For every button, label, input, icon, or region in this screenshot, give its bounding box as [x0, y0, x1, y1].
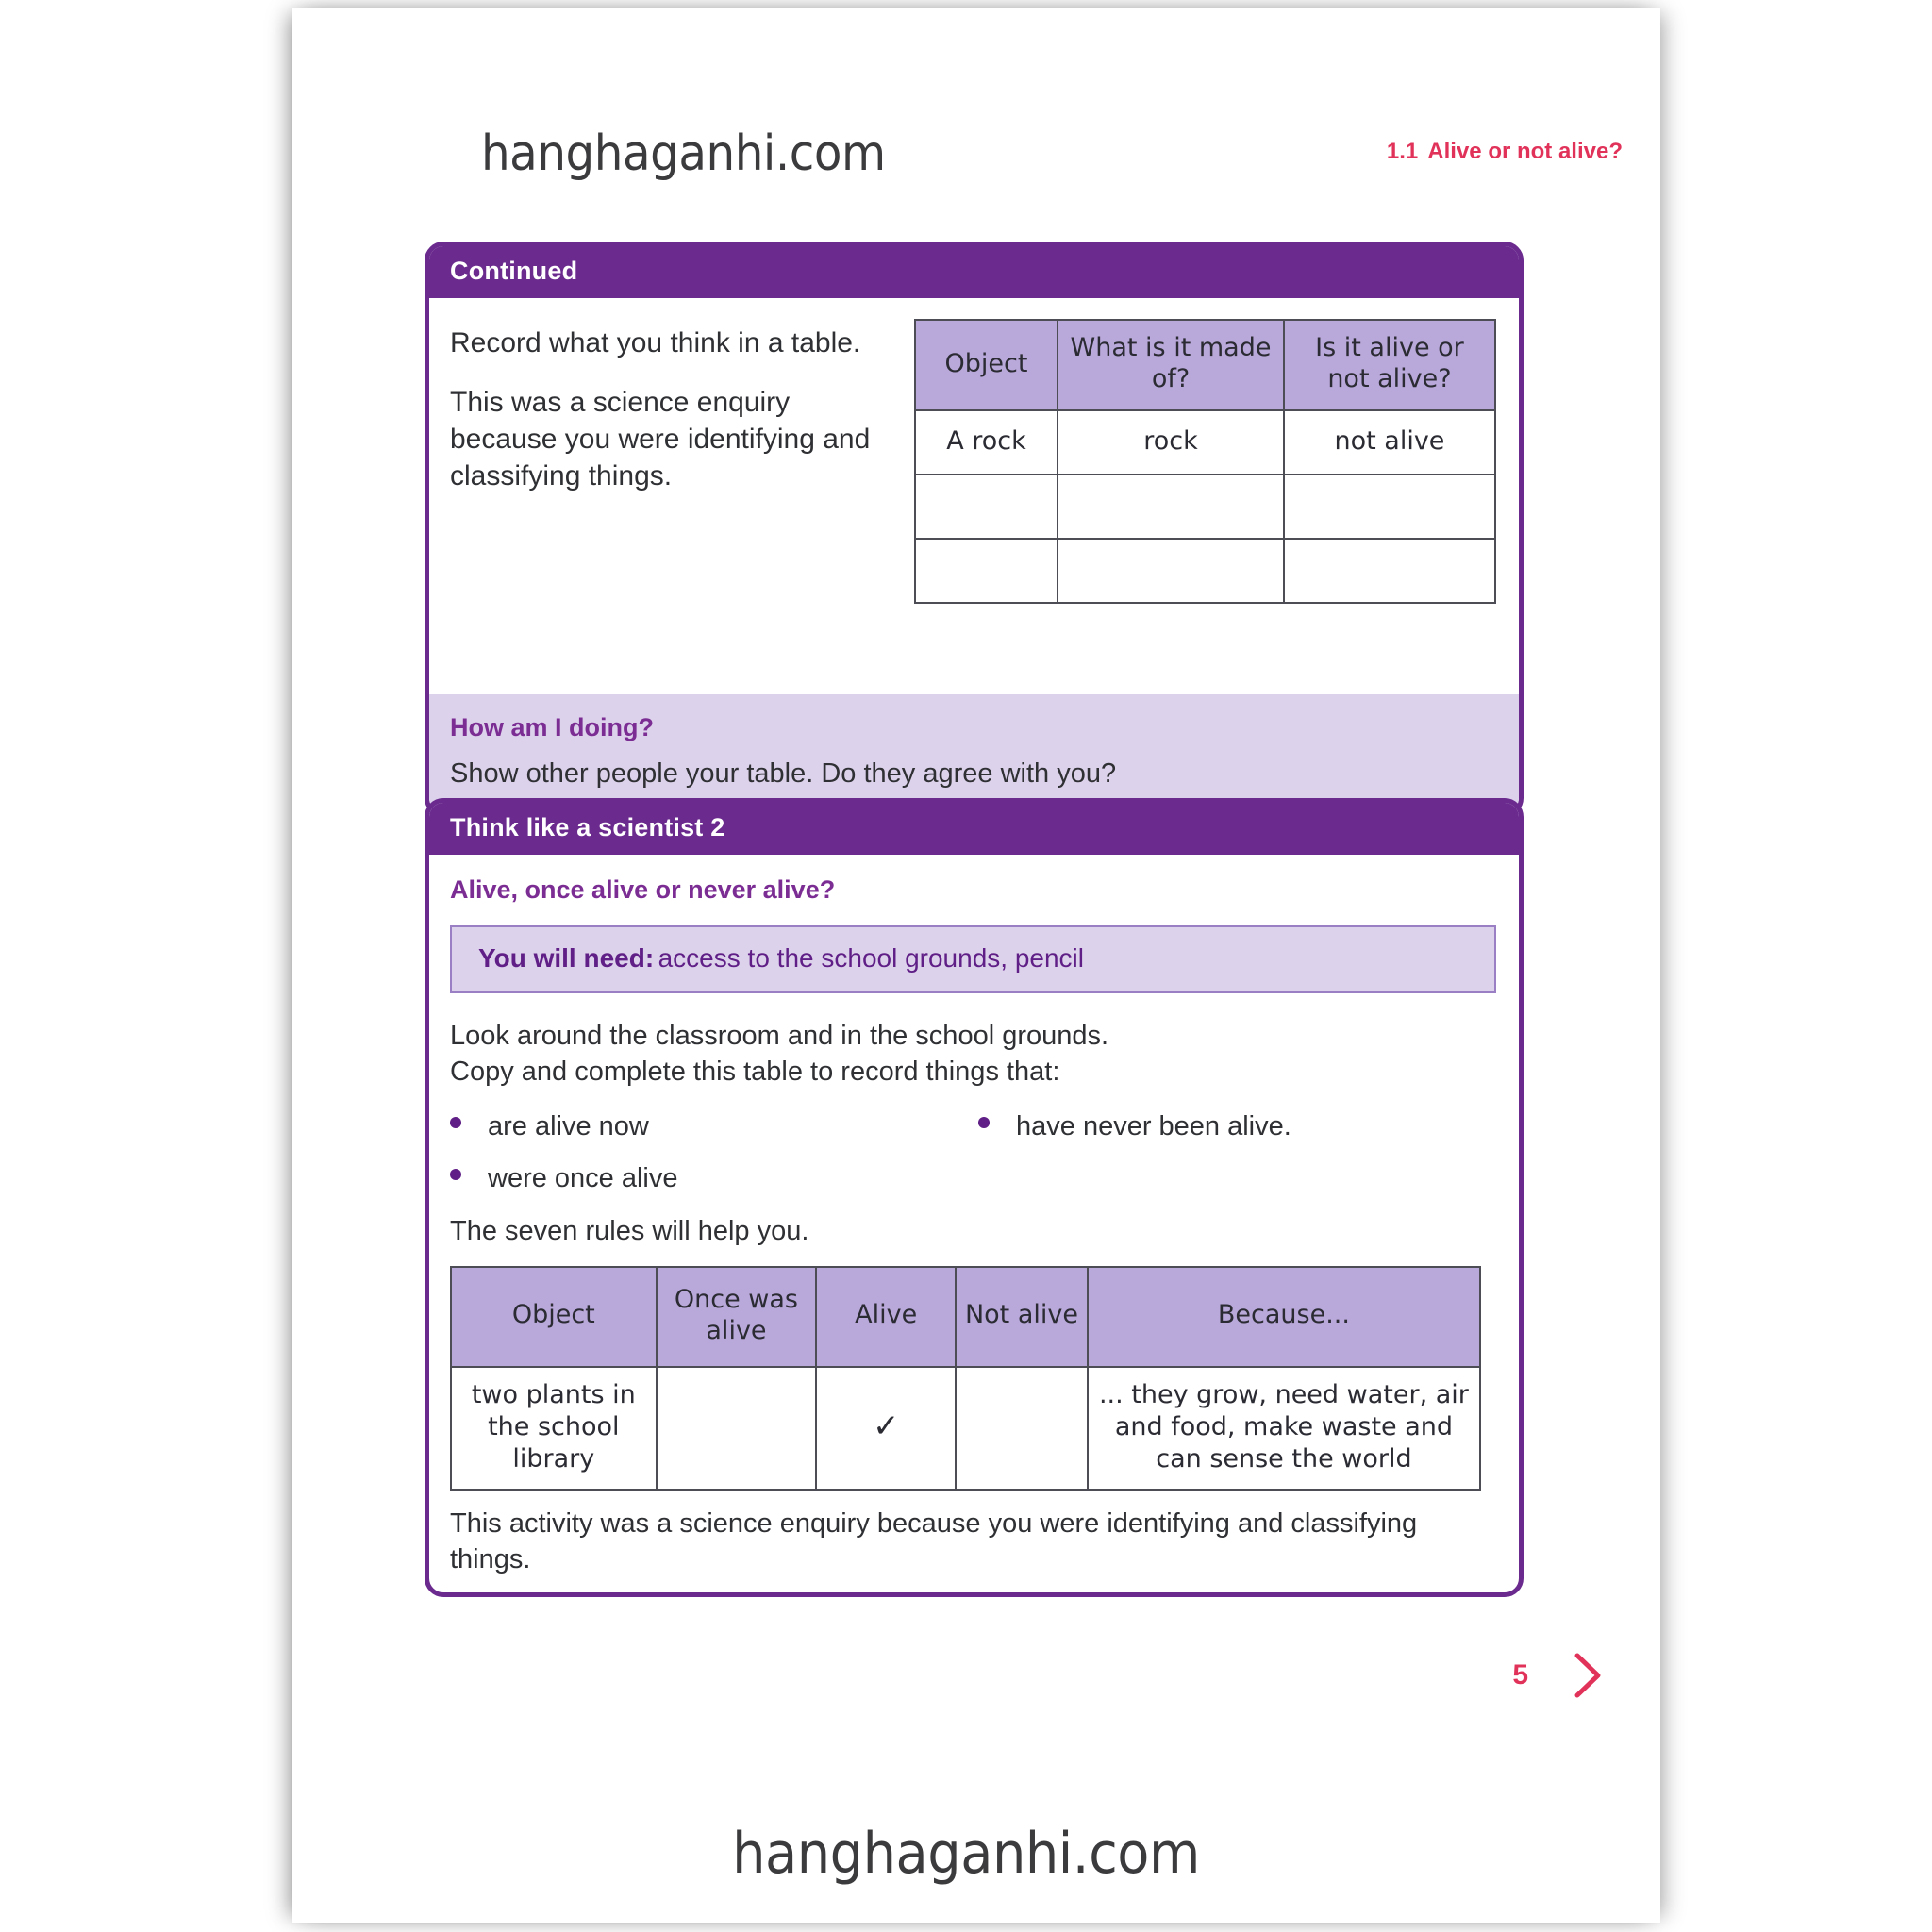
you-will-need-value: access to the school grounds, pencil — [658, 943, 1084, 973]
classify-table-head — [451, 1267, 1480, 1367]
you-will-need-label: You will need: — [478, 943, 655, 973]
record-table-body — [915, 410, 1495, 603]
scientist-instruction-2: Copy and complete this table to record things that: — [450, 1057, 1060, 1088]
continued-paragraph-2: This was a science enquiry because you were identifying and classifying things. — [450, 387, 871, 491]
classify-header-object: Object — [451, 1267, 657, 1367]
bullet-dot-icon — [450, 1169, 461, 1180]
record-table-head — [915, 320, 1495, 410]
scientist-closing-text: This activity was a science enquiry because you were identifying and classifying things. — [450, 1507, 1418, 1575]
classify-header-once-was-alive: Once was alive — [657, 1267, 817, 1367]
record-cell-object-2[interactable] — [915, 475, 1058, 539]
classify-cell-object: two plants in the school library — [451, 1367, 657, 1490]
continued-card — [425, 242, 1524, 817]
page-number: 5 — [1512, 1659, 1528, 1690]
list-item — [978, 1111, 1496, 1142]
classify-cell-alive[interactable]: ✓ — [816, 1367, 956, 1490]
classify-cell-once-was-alive[interactable] — [657, 1367, 817, 1490]
record-table — [914, 319, 1496, 604]
scientist-instruction-1: Look around the classroom and in the school grounds. — [450, 1021, 1109, 1051]
continued-text-column — [450, 319, 891, 494]
bullet-column-left — [450, 1111, 978, 1194]
continued-card-body — [429, 298, 1519, 694]
record-table-header-object: Object — [915, 320, 1058, 410]
running-head-title: Alive or not alive? — [1427, 139, 1623, 164]
page-sheet — [292, 8, 1660, 1923]
scientist-card-header: Think like a scientist 2 — [429, 803, 1519, 855]
think-like-a-scientist-card — [425, 798, 1524, 1597]
how-am-i-doing-title: How am I doing? — [450, 713, 654, 741]
bullet-columns — [450, 1111, 1496, 1194]
record-cell-made-1: rock — [1058, 410, 1284, 475]
record-cell-object-1: A rock — [915, 410, 1058, 475]
record-cell-made-3[interactable] — [1058, 539, 1284, 603]
running-head — [1387, 139, 1623, 165]
list-item — [450, 1163, 978, 1194]
continued-paragraph-1: Record what you think in a table. — [450, 327, 861, 358]
classify-table-body — [451, 1367, 1480, 1490]
list-item — [450, 1111, 978, 1142]
classify-table-header-row — [451, 1267, 1480, 1367]
record-table-header-row — [915, 320, 1495, 410]
how-am-i-doing-text: Show other people your table. Do they agree with you? — [450, 758, 1117, 789]
table-row — [915, 475, 1495, 539]
classify-header-alive: Alive — [816, 1267, 956, 1367]
bullet-label-never-alive: have never been alive. — [1016, 1110, 1291, 1141]
classify-header-not-alive: Not alive — [956, 1267, 1088, 1367]
scientist-subtitle: Alive, once alive or never alive? — [450, 875, 836, 904]
classify-cell-not-alive[interactable] — [956, 1367, 1088, 1490]
running-head-number: 1.1 — [1386, 139, 1419, 164]
classify-table — [450, 1266, 1481, 1491]
record-cell-alive-1: not alive — [1284, 410, 1495, 475]
bullet-dot-icon — [450, 1117, 461, 1128]
classify-cell-because: ... they grow, need water, air and food, make waste and can sense the world — [1088, 1367, 1480, 1490]
table-row — [915, 410, 1495, 475]
page-footer — [1512, 1651, 1604, 1700]
table-row — [451, 1367, 1480, 1490]
bullet-dot-icon — [978, 1117, 990, 1128]
record-cell-alive-2[interactable] — [1284, 475, 1495, 539]
page-top-row — [292, 125, 1660, 192]
record-table-header-alive: Is it alive or not alive? — [1284, 320, 1495, 410]
record-cell-object-3[interactable] — [915, 539, 1058, 603]
you-will-need-box — [450, 925, 1496, 993]
scientist-card-body — [429, 855, 1519, 1592]
chevron-right-icon[interactable] — [1572, 1651, 1604, 1700]
record-table-header-made-of: What is it made of? — [1058, 320, 1284, 410]
continued-grid — [450, 319, 1496, 679]
table-row — [915, 539, 1495, 603]
record-cell-alive-3[interactable] — [1284, 539, 1495, 603]
bullet-label-once-alive: were once alive — [488, 1162, 678, 1193]
how-am-i-doing-strip — [429, 694, 1519, 812]
bullet-label-alive-now: are alive now — [488, 1110, 649, 1141]
record-cell-made-2[interactable] — [1058, 475, 1284, 539]
watermark-bottom: hanghaganhi.com — [732, 1821, 1200, 1887]
seven-rules-note: The seven rules will help you. — [450, 1215, 809, 1246]
watermark-top: hanghaganhi.com — [481, 125, 886, 182]
continued-card-header: Continued — [429, 246, 1519, 298]
bullet-column-right — [978, 1111, 1496, 1194]
classify-header-because: Because... — [1088, 1267, 1480, 1367]
